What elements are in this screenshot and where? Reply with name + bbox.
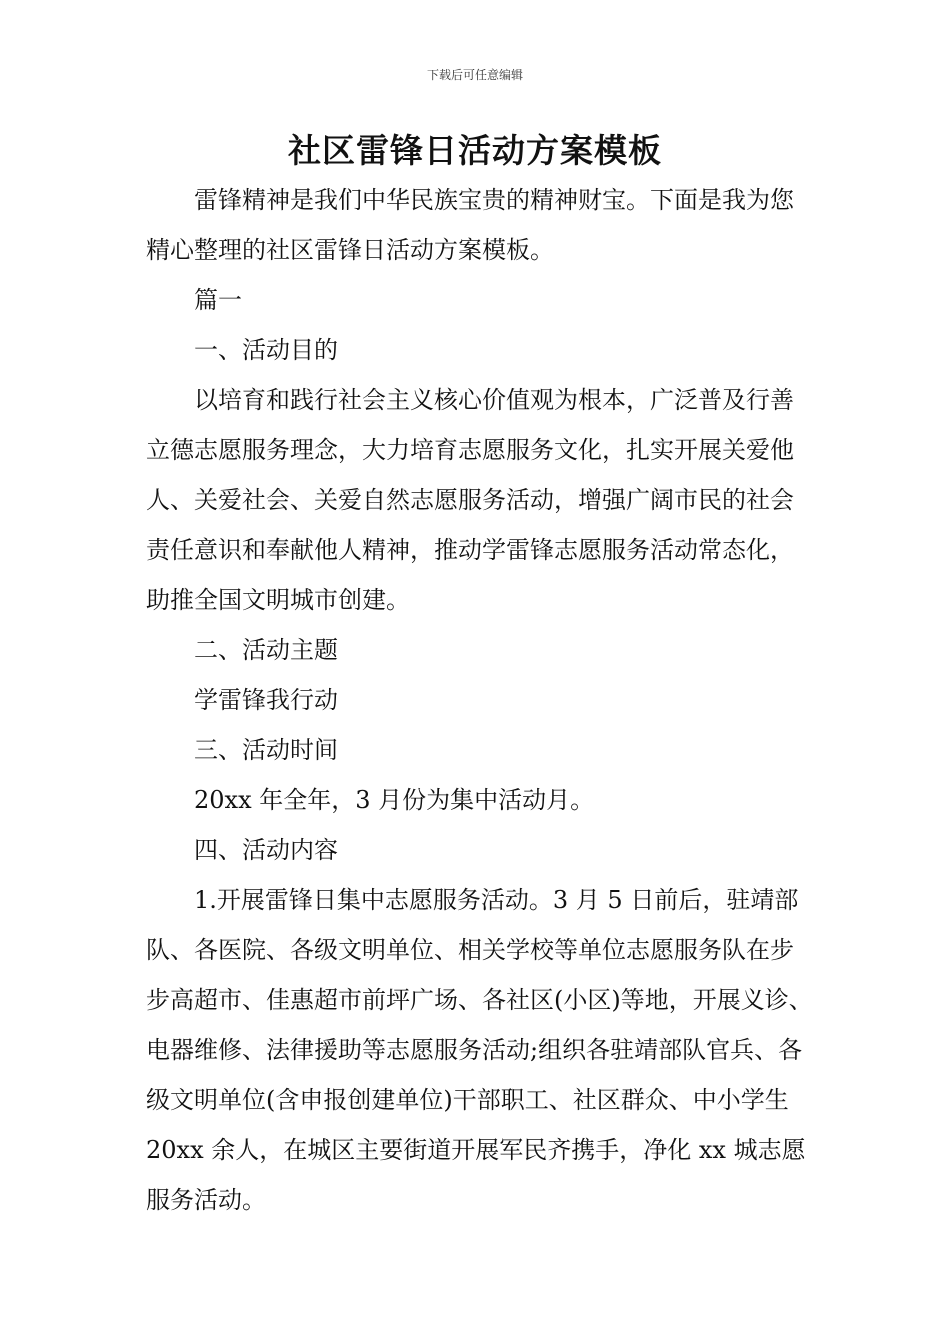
heading-activity-time: 三、活动时间 — [194, 736, 338, 764]
document-body — [146, 175, 816, 1225]
heading-activity-purpose: 一、活动目的 — [194, 336, 338, 364]
content-paragraph-1: 1.开展雷锋日集中志愿服务活动。3 月 5 日前后，驻靖部队、各医院、各级文明单位、相关学校等单位志愿服务队在步步高超市、佳惠超市前坪广场、各社区(小区)等地，开展义诊、电器维修、法律援助等志愿服务活动;组织各驻靖部队官兵、各级文明单位(含申报创建单位)干部职工、社区群众、中小学生 20xx 余人，在城区主要街道开展军民齐携手，净化 xx 城志愿服务活动。 — [146, 886, 813, 1214]
heading-activity-content: 四、活动内容 — [194, 836, 338, 864]
document-title: 社区雷锋日活动方案模板 — [288, 131, 662, 170]
time-paragraph: 20xx 年全年，3 月份为集中活动月。 — [194, 786, 595, 814]
purpose-paragraph: 以培育和践行社会主义核心价值观为根本，广泛普及行善立德志愿服务理念，大力培育志愿服务文化，扎实开展关爱他人、关爱社会、关爱自然志愿服务活动，增强广阔市民的社会责任意识和奉献他人精神，推动学雷锋志愿服务活动常态化，助推全国文明城市创建。 — [146, 386, 794, 614]
heading-activity-theme: 二、活动主题 — [194, 636, 338, 664]
section-label-part-one: 篇一 — [194, 286, 242, 314]
theme-paragraph: 学雷锋我行动 — [194, 686, 338, 714]
page-header-note: 下载后可任意编辑 — [426, 68, 523, 82]
intro-paragraph: 雷锋精神是我们中华民族宝贵的精神财宝。下面是我为您精心整理的社区雷锋日活动方案模板。 — [146, 186, 794, 264]
